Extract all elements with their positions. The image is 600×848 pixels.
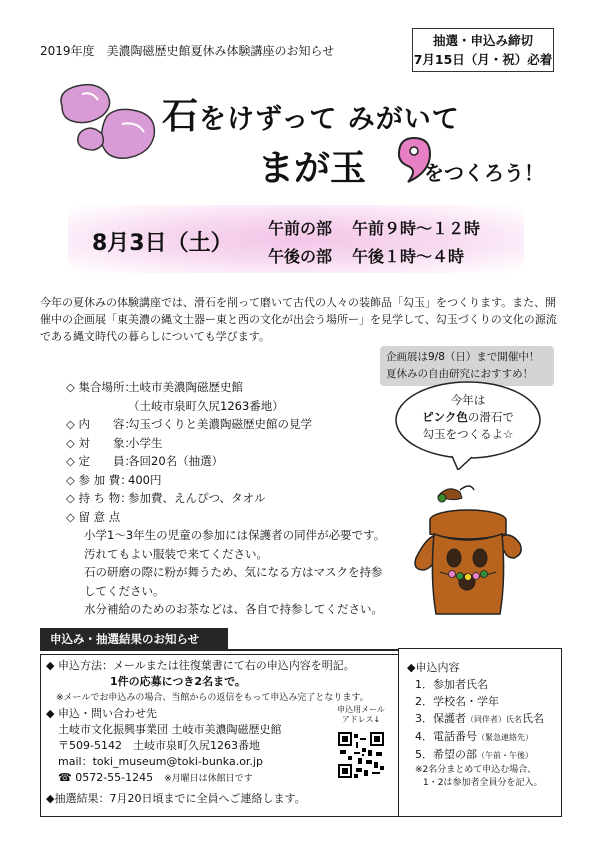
info-label: ◇ 定 員： [66,454,136,468]
deadline-line2: 7月15日（月・祝）必着 [413,52,553,67]
note-line: してください。 [84,583,165,598]
note-line: 水分補給のためのお茶などは、各自で持参してください。 [84,602,383,616]
lottery-result: ◆抽選結果：7月20日頃までに全員へご連絡します。 [46,792,306,805]
form-item-label: 2．学校名・学年 [415,695,499,708]
info-list [66,378,385,619]
info-item [66,489,385,508]
info-value: 勾玉づくりと美濃陶磁歴史館の見学 [128,417,312,431]
form-item-label: 5．希望の部 [415,748,477,761]
exhibit-note-line2: 夏休みの自由研究におすすめ！ [386,368,534,380]
magatama-icon [394,134,434,186]
form-item [407,746,555,764]
title-stone: 石 [162,96,200,137]
exhibit-note-line1: 企画展は9/8（日）まで開催中！ [386,351,540,363]
bubble-line2 [400,409,536,426]
pink-stones-illustration [52,76,162,176]
info-value: 小学生 [128,435,163,450]
section-title: 申込み・抽選結果のお知らせ [40,628,228,650]
deadline-line1: 抽選・申込み締切 [432,33,533,48]
contact-title: ◆ 申込・問い合わせ先 [46,707,157,720]
intro-text: 今年の夏休みの体験講座では、滑石を削って磨いて古代の人々の装飾品「勾玉」をつくります。また、開催中の企画展「東美濃の縄文土器ー東と西の文化が出会う場所ー」を見学して、勾玉づくりの文化の源流である縄文時代の暮らしについても学びます。 [40,296,557,343]
qr-caption-line2: アドレス↓ [341,715,381,724]
form-item [407,676,555,693]
qr-code-icon[interactable] [338,732,384,778]
bubble-pink: ピンク色 [422,410,468,424]
title-line2-rest: をつくろう！ [424,161,545,185]
contact-address: 〒509-5142 土岐市泉町久尻1263番地 [58,739,260,752]
notice-header: 2019年度 美濃陶磁歴史館夏休み体験講座のお知らせ [40,44,335,58]
form-item: 3．保護者（同伴者）氏名氏名 [415,712,544,725]
form-item-label: 4．電話番号 [415,730,477,743]
apply-method: ◆ 申込方法：メールまたは往復葉書にて右の申込内容を明記。 [46,659,355,672]
form-item-note: （同伴者）氏名 [466,715,522,724]
form-item-label: 1．参加者氏名 [415,678,488,691]
info-item [66,508,385,527]
note-line: 汚れてもよい服装で来てください。 [84,546,268,561]
morning-time: 午前９時～１２時 [352,219,481,238]
info-label: ◇ 内 容： [66,417,136,431]
info-value: 400円 [128,472,162,487]
closed-note: ※月曜日は休館日です [164,774,253,784]
application-details [46,658,369,807]
info-label: ◇ 集合場所： [66,380,136,394]
haniwa-pot-mascot [408,478,528,618]
application-form-box [398,648,562,817]
info-item [66,434,385,453]
bubble-line3: 勾玉をつくるよ☆ [422,427,514,441]
bubble-line1: 今年は [450,393,486,407]
info-item [66,415,385,434]
event-date: 8月3日（土） [92,231,233,256]
form-item-note: （午前・午後） [477,751,533,760]
info-label: ◇ 留 意 点 [66,509,121,524]
apply-limit: 1件の応募につき2名まで。 [110,675,246,688]
bubble-text [400,392,536,443]
contact-mail[interactable]: mail：toki_museum@toki-bunka.or.jp [58,755,263,768]
form-item [407,693,555,710]
qr-caption [330,705,392,725]
info-label: ◇ 持 ち 物： [66,491,132,505]
form-item-label: 3．保護者 [415,712,466,725]
note-line: 小学1～3年生の児童の参加には保護者の同伴が必要です。 [84,528,386,542]
title-magatama: まが玉 [258,148,367,189]
info-value: 土岐市美濃陶磁歴史館 [128,380,243,394]
title-line1-rest: をけずって みがいて [199,104,460,135]
form-note-1: ※2名分まとめて申込む場合、 [415,765,537,775]
morning-label: 午前の部 [268,219,333,238]
info-item [66,471,385,490]
info-value: （土岐市泉町久尻1263番地） [128,398,284,413]
contact-tel: ☎ 0572-55-1245 [58,771,154,784]
info-value: 参加費、えんぴつ、タオル [128,491,266,505]
qr-caption-line1: 申込用メール [337,705,385,714]
note-line: 石の研磨の際に粉が舞うため、気になる方はマスクを持参 [84,565,383,579]
info-value: 各回20名（抽選） [128,454,224,468]
form-item [407,728,555,746]
form-item-note: （緊急連絡先） [477,733,533,742]
afternoon-time: 午後１時～４時 [352,247,465,266]
info-label: ◇ 対 象： [66,435,136,450]
contact-org: 土岐市文化振興事業団 土岐市美濃陶磁歴史館 [58,723,282,736]
deadline-box [412,28,554,72]
form-title: ◆申込内容 [407,661,460,674]
apply-mail-note: ※メールでお申込みの場合、当館からの返信をもって申込み完了となります。 [56,693,369,703]
afternoon-label: 午後の部 [268,247,333,266]
form-note-2: 1・2は参加者全員分を記入。 [423,778,543,788]
info-item [66,378,385,397]
info-item [66,452,385,471]
bubble-line2b: の滑石で [467,410,514,424]
info-label: ◇ 参 加 費： [66,472,132,487]
info-item [66,397,385,416]
contact-phone [46,770,369,787]
title-line1 [162,88,460,139]
